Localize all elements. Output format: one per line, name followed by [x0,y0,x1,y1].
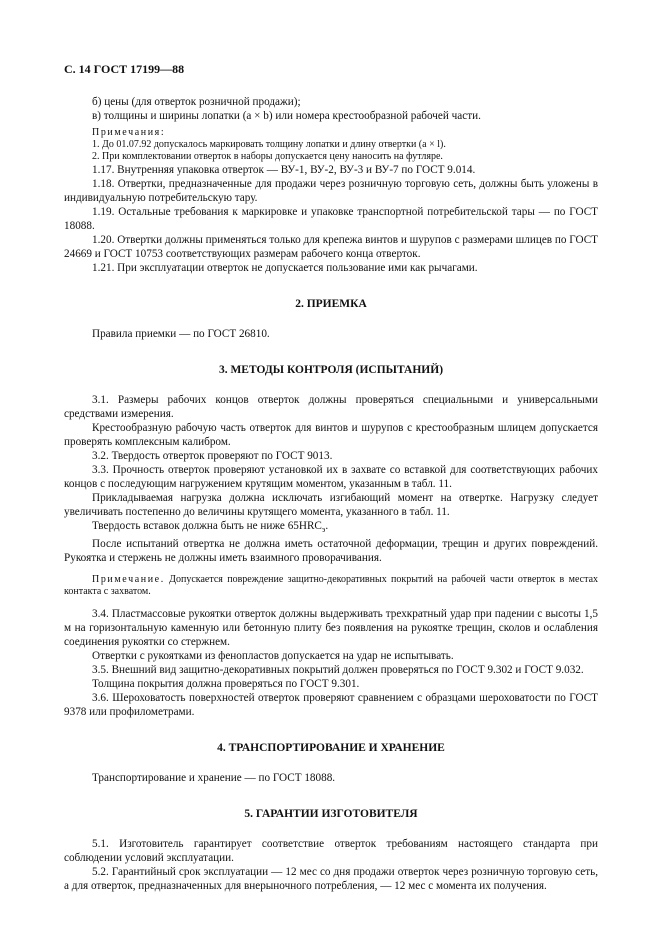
clause-3-5-cont: Толщина покрытия должна проверяться по ГОСТ 9.301. [92,678,360,691]
list-item-v: в) толщины и ширины лопатки (a × b) или номера крестообразной рабочей части. [92,110,481,122]
clause-3-3-load: Прикладываемая нагрузка должна исключать изгибающий момент на отвертке. Нагрузку следует увеличивать постепенно до величины крутящего момента, указанного в табл. 11. [64,492,598,518]
hardness-subscript: э [321,525,326,535]
clause-1-17: 1.17. Внутренняя упаковка отверток — ВУ-1, ВУ-2, ВУ-3 и ВУ-7 по ГОСТ 9.014. [92,164,476,176]
clause-3-1: 3.1. Размеры рабочих концов отверток должны проверяться специальными и универсальными средствами измерения. [64,394,598,420]
section-4-title: 4. ТРАНСПОРТИРОВАНИЕ И ХРАНЕНИЕ [217,742,445,755]
section-2-text: Правила приемки — по ГОСТ 26810. [92,328,270,340]
clause-1-19: 1.19. Остальные требования к маркировке и упаковке транспортной потребительской тары — по ГОСТ 18088. [64,206,598,232]
note-label: Примечание. [92,574,165,586]
clause-3-3-hardness [64,519,598,537]
clause-1-18: 1.18. Отвертки, предназначенные для продажи через розничную торговую сеть, должны быть уложены в индивидуальную потребительскую тару. [64,178,598,204]
note-1: 1. До 01.07.92 допускалось маркировать толщину лопатки и длину отвертки (a × l). [92,139,446,150]
clause-3-6: 3.6. Шероховатость поверхностей отверток проверяют сравнением с образцами шероховатости по ГОСТ 9378 или профилометрами. [64,692,598,719]
clause-1-20: 1.20. Отвертки должны применяться только для крепежа винтов и шурупов с размерами шлицев по ГОСТ 24669 и ГОСТ 10753 соответствующих размерам рабочего конца отверток. [64,234,598,260]
clause-5-1: 5.1. Изготовитель гарантирует соответствие отверток требованиям настоящего стандарта при соблюдении условий эксплуатации. [64,838,598,865]
clause-3-4: 3.4. Пластмассовые рукоятки отверток должны выдерживать трехкратный удар при падении с высоты 1,5 м на горизонтальную каменную или бетонную плиту без появления на рукоятке трещин, сколов и ослабления соединения рукоятки со стержнем. [64,608,598,649]
section-4-text: Транспортирование и хранение — по ГОСТ 18088. [92,772,336,785]
section-5-title: 5. ГАРАНТИИ ИЗГОТОВИТЕЛЯ [244,808,418,821]
clause-3-1-cont: Крестообразную рабочую часть отверток для винтов и шурупов с крестообразным шлицем допускается проверять комплексным калибром. [64,422,598,448]
clause-3-3: 3.3. Прочность отверток проверяют установкой их в захвате со вставкой для соответствующих рабочих концов с последующим нагружением крутящим моментом, указанным в табл. 11. [64,464,598,490]
clause-3-3-after: После испытаний отвертка не должна иметь остаточной деформации, трещин и других повреждений. Рукоятка и стержень не должны иметь взаимного проворачивания. [64,538,598,565]
notes-heading: Примечания: [92,127,166,138]
hardness-text: Твердость вставок должна быть не ниже 65HRC [92,520,322,532]
note-3-3 [64,574,598,598]
clause-5-2: 5.2. Гарантийный срок эксплуатации — 12 мес со дня продажи отверток через розничную торговую сеть, а для отверток, предназначенных для внерыночного потребления, — 12 мес с момента их получения. [64,866,598,893]
list-item-b: б) цены (для отверток розничной продажи); [92,96,301,108]
note-2: 2. При комплектовании отверток в наборы допускается цену наносить на футляре. [92,151,443,162]
section-3-title: 3. МЕТОДЫ КОНТРОЛЯ (ИСПЫТАНИЙ) [218,364,444,376]
hardness-period: . [325,520,329,532]
section-2-title: 2. ПРИЕМКА [295,298,367,310]
clause-3-5: 3.5. Внешний вид защитно-декоративных покрытий должен проверяться по ГОСТ 9.302 и ГОСТ 9.032. [92,664,584,677]
note-text: Допускается повреждение защитно-декоративных покрытий на рабочей части отверток в местах контакта с захватом. [64,574,599,598]
page-header: С. 14 ГОСТ 17199—88 [64,62,185,76]
clause-3-4-cont: Отвертки с рукоятками из фенопластов допускается на удар не испытывать. [92,650,454,663]
clause-3-2: 3.2. Твердость отверток проверяют по ГОСТ 9013. [92,450,333,462]
document-body [64,95,598,893]
clause-1-21: 1.21. При эксплуатации отверток не допускается пользование ими как рычагами. [92,262,478,274]
